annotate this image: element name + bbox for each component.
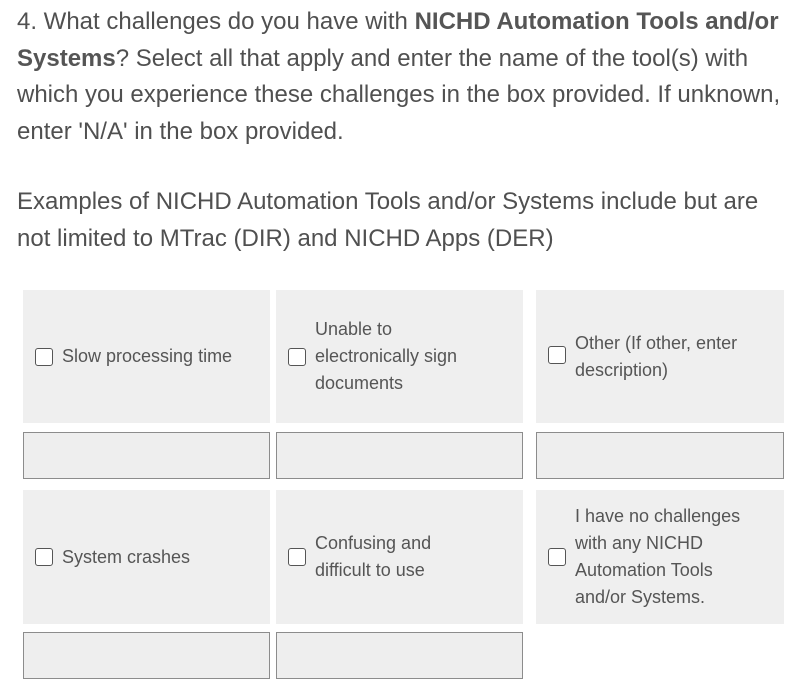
text-input-unable-sign[interactable] [276, 432, 523, 479]
examples-text: Examples of NICHD Automation Tools and/or Systems include but are not limited to MTrac (DIR) and NICHD Apps (DER) [17, 188, 759, 252]
checkbox-unable-sign[interactable] [288, 348, 306, 366]
option-other[interactable] [536, 290, 784, 423]
text-input-system-crashes[interactable] [23, 632, 270, 679]
checkbox-confusing[interactable] [288, 548, 306, 566]
option-confusing[interactable] [276, 490, 523, 624]
text-input-slow-processing[interactable] [23, 432, 270, 479]
option-unable-sign[interactable] [276, 290, 523, 423]
checkbox-slow-processing[interactable] [35, 348, 53, 366]
text-input-other[interactable] [536, 432, 784, 479]
checkbox-other[interactable] [548, 346, 566, 364]
question-prefix: 4. What challenges do you have with [17, 8, 415, 35]
option-label: Confusing and difficult to use [315, 533, 432, 580]
option-no-challenges[interactable] [536, 490, 784, 624]
question-suffix: ? Select all that apply and enter the name of the tool(s) with which you experience these challenges in the box provided. If unknown, enter 'N/A' in the box provided. [17, 44, 781, 145]
option-label: Slow processing time [62, 346, 233, 366]
text-input-confusing[interactable] [276, 632, 523, 679]
option-label: System crashes [62, 546, 191, 567]
question-bold: NICHD Automation Tools and/or Systems [17, 8, 779, 72]
question-text [17, 4, 797, 150]
option-slow-processing[interactable] [23, 290, 270, 423]
checkbox-system-crashes[interactable] [35, 548, 53, 566]
option-system-crashes[interactable] [23, 490, 270, 624]
option-label: I have no challenges with any NICHD Automation Tools and/or Systems. [575, 506, 741, 607]
option-label: Other (If other, enter description) [575, 333, 738, 380]
checkbox-no-challenges[interactable] [548, 548, 566, 566]
option-label: Unable to electronically sign documents [315, 319, 458, 393]
